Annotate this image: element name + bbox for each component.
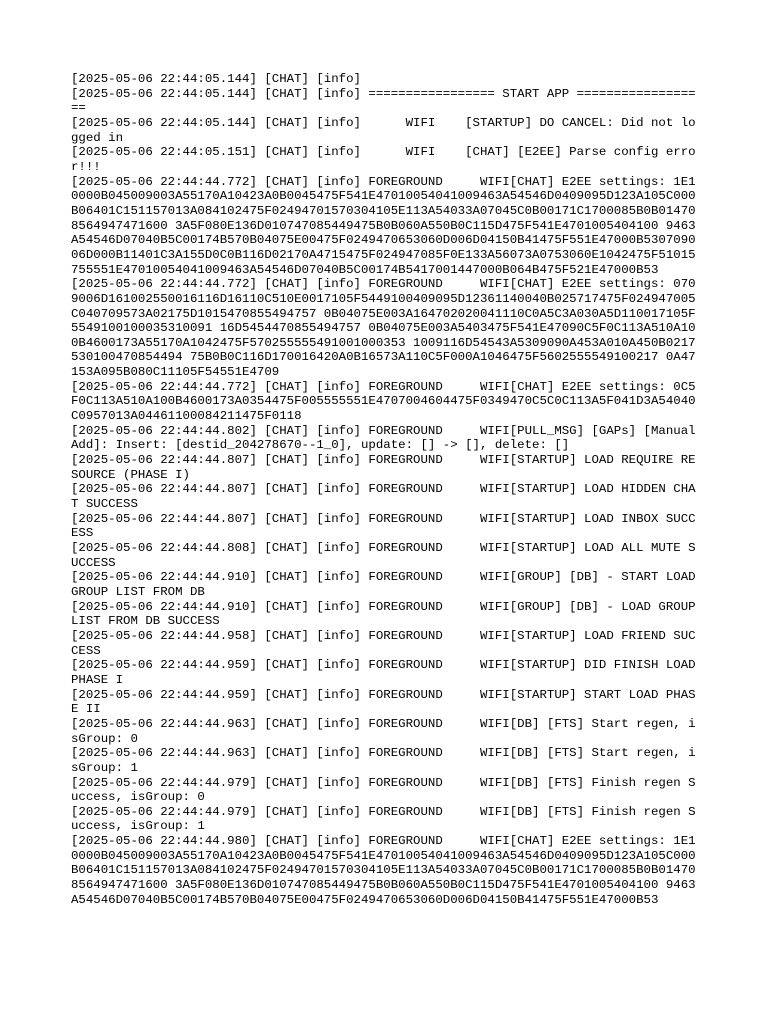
log-line: [2025-05-06 22:44:05.144] [CHAT] [info] WIFI [STARTUP] DO CANCEL: Did not logged in — [71, 115, 696, 145]
log-line: [2025-05-06 22:44:44.963] [CHAT] [info] FOREGROUND WIFI[DB] [FTS] Start regen, isGroup: 0 — [71, 716, 696, 746]
log-line: [2025-05-06 22:44:44.979] [CHAT] [info] FOREGROUND WIFI[DB] [FTS] Finish regen Success, isGroup: 1 — [71, 804, 696, 834]
log-line: [2025-05-06 22:44:44.772] [CHAT] [info] FOREGROUND WIFI[CHAT] E2EE settings: 0709006D161002550016116D16110C510E0017105F5449100409095D12361140040B025717475F024947005C040709573A02175D1015470855494757 0B04075E003A164702020041110C0A5C3A030A5D110017105F5549100100035310091 16D5454470855494757 0B04075E003A5403475F541E47090C5F0C113A510A100B4600173A55170A1042475F570255555491001000353 1009116D54543A5309090A453A010A450B0217530100470854494 75B0B0C116D170016420A0B16573A110C5F000A1046475F5602555549100217 0A47153A095B080C11105F54551E4709 — [71, 277, 696, 380]
log-line: [2025-05-06 22:44:44.963] [CHAT] [info] FOREGROUND WIFI[DB] [FTS] Start regen, isGroup: 1 — [71, 746, 696, 775]
log-document — [71, 72, 704, 907]
log-line: [2025-05-06 22:44:44.807] [CHAT] [info] FOREGROUND WIFI[STARTUP] LOAD HIDDEN CHAT SUCCESS — [71, 482, 696, 512]
log-line: [2025-05-06 22:44:44.807] [CHAT] [info] FOREGROUND WIFI[STARTUP] LOAD INBOX SUCCESS — [71, 511, 696, 541]
log-line: [2025-05-06 22:44:44.910] [CHAT] [info] FOREGROUND WIFI[GROUP] [DB] - START LOAD GROUP LIST FROM DB — [71, 570, 704, 599]
log-line: [2025-05-06 22:44:44.958] [CHAT] [info] FOREGROUND WIFI[STARTUP] LOAD FRIEND SUCCESS — [71, 628, 696, 658]
log-line: [2025-05-06 22:44:44.807] [CHAT] [info] FOREGROUND WIFI[STARTUP] LOAD REQUIRE RESOURCE (PHASE I) — [71, 453, 696, 482]
log-line: [2025-05-06 22:44:44.910] [CHAT] [info] FOREGROUND WIFI[GROUP] [DB] - LOAD GROUP LIST FROM DB SUCCESS — [71, 599, 704, 629]
log-line: [2025-05-06 22:44:44.772] [CHAT] [info] FOREGROUND WIFI[CHAT] E2EE settings: 0C5F0C113A510A100B4600173A0354475F005555551E4707004604475F0349470C5C0C113A5F041D3A54040C0957013A04461100084211475F0118 — [71, 379, 696, 424]
log-line: [2025-05-06 22:44:44.959] [CHAT] [info] FOREGROUND WIFI[STARTUP] START LOAD PHASE II — [71, 687, 696, 717]
log-line: [2025-05-06 22:44:05.144] [CHAT] [info] ================= START APP ================== — [71, 86, 696, 116]
log-line: [2025-05-06 22:44:05.144] [CHAT] [info] — [71, 72, 361, 86]
log-line: [2025-05-06 22:44:44.980] [CHAT] [info] FOREGROUND WIFI[CHAT] E2EE settings: 1E10000B045009003A55170A10423A0B0045475F541E47010054041009463A54546D0409095D123A105C000B06401C151157013A084102475F02494701570304105E113A54033A07045C0B00171C1700085B0B014708564947471600 3A5F080E136D010747085449475B0B060A550B0C115D475F541E4701005404100 9463A54546D07040B5C00174B570B04075E00475F0249470653060D006D04150B41475F551E47000B53 — [71, 834, 696, 907]
log-line: [2025-05-06 22:44:44.772] [CHAT] [info] FOREGROUND WIFI[CHAT] E2EE settings: 1E10000B045009003A55170A10423A0B0045475F541E47010054041009463A54546D0409095D123A105C000B06401C151157013A084102475F02494701570304105E113A54033A07045C0B00171C1700085B0B014708564947471600 3A5F080E136D010747085449475B0B060A550B0C115D475F541E4701005404100 9463A54546D07040B5C00174B570B04075E00475F0249470653060D006D04150B41475F551E47000B530709006D000B11401C3A155D0C0B116D02170A4715475F024947085F0E133A56073A0753060E1042475F51015755551E47010054041009463A54546D07040B5C00174B5417001447000B064B475F521E47000B53 — [71, 174, 696, 277]
log-line: [2025-05-06 22:44:44.959] [CHAT] [info] FOREGROUND WIFI[STARTUP] DID FINISH LOAD PHASE I — [71, 658, 704, 687]
log-line: [2025-05-06 22:44:44.808] [CHAT] [info] FOREGROUND WIFI[STARTUP] LOAD ALL MUTE SUCCESS — [71, 541, 696, 570]
log-line: [2025-05-06 22:44:05.151] [CHAT] [info] WIFI [CHAT] [E2EE] Parse config error!!! — [71, 145, 696, 174]
log-line: [2025-05-06 22:44:44.802] [CHAT] [info] FOREGROUND WIFI[PULL_MSG] [GAPs] [ManualAdd]: Insert: [destid_204278670--1_0], update: [] -> [], delete: [] — [71, 423, 696, 453]
log-line: [2025-05-06 22:44:44.979] [CHAT] [info] FOREGROUND WIFI[DB] [FTS] Finish regen Success, isGroup: 0 — [71, 775, 696, 805]
